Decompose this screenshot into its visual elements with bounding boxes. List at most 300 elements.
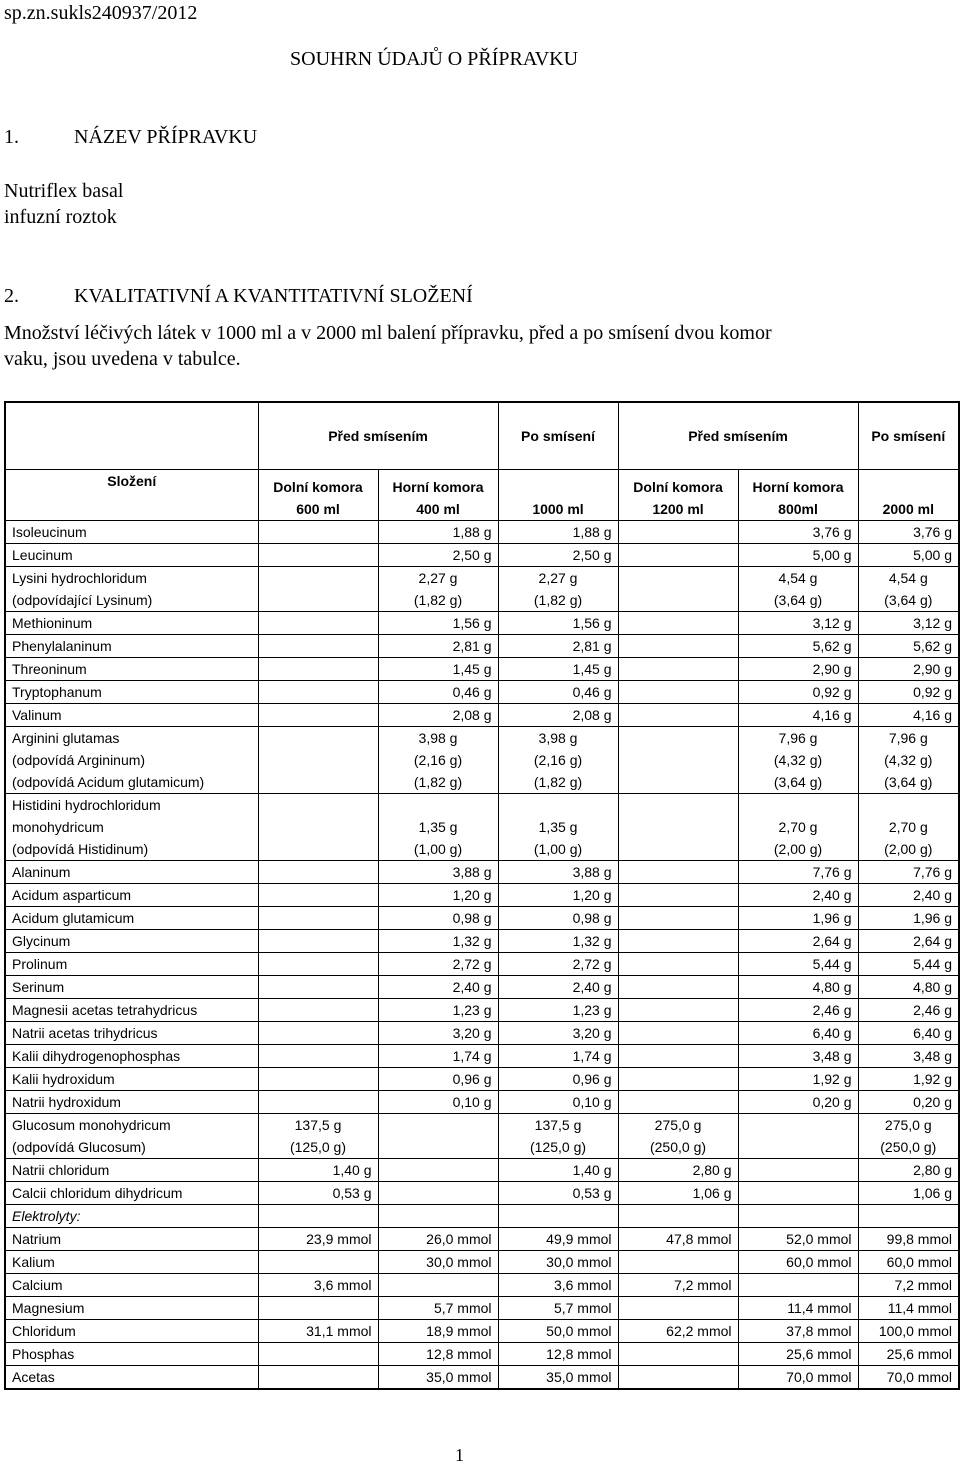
amount-cell — [498, 1068, 618, 1091]
table-row — [5, 1205, 959, 1228]
amount-cell — [498, 999, 618, 1022]
amount-cell — [858, 1205, 959, 1228]
amount-cell — [738, 930, 858, 953]
amount-cell — [618, 1182, 738, 1205]
table-row — [5, 794, 959, 861]
amount-value: 137,5 g — [534, 1117, 582, 1133]
amount-cell — [258, 953, 378, 976]
amount-cell — [738, 1205, 858, 1228]
amount-cell — [618, 704, 738, 727]
amount-value: 26,0 mmol — [426, 1231, 492, 1247]
amount-cell — [738, 1228, 858, 1251]
amount-cell — [858, 567, 959, 612]
amount-cell — [738, 681, 858, 704]
amount-value: 3,88 g — [572, 864, 612, 880]
amount-value: 1,32 g — [572, 933, 612, 949]
amount-value: 2,40 g — [913, 887, 953, 903]
header-line: Horní komora — [752, 479, 844, 495]
amount-cell — [258, 884, 378, 907]
amount-value: 70,0 mmol — [886, 1369, 953, 1385]
ingredient-name-cell — [5, 1159, 258, 1182]
section-2-heading — [4, 285, 473, 308]
amount-cell — [378, 1045, 498, 1068]
amount-cell — [618, 1343, 738, 1366]
table-row — [5, 907, 959, 930]
amount-cell — [258, 544, 378, 567]
ingredient-name: (odpovídající Lysinum) — [12, 592, 153, 608]
amount-value: (1,82 g) — [413, 774, 463, 790]
amount-cell — [498, 658, 618, 681]
amount-value: 2,70 g — [888, 819, 928, 835]
amount-value: 6,40 g — [913, 1025, 953, 1041]
amount-value: 2,46 g — [812, 1002, 852, 1018]
amount-value — [265, 1022, 372, 1044]
ingredient-name-cell — [5, 567, 258, 612]
amount-value: 1,20 g — [572, 887, 612, 903]
amount-value: 275,0 g — [654, 1117, 702, 1133]
ingredient-name: Leucinum — [12, 547, 73, 563]
ingredient-name-cell — [5, 953, 258, 976]
amount-cell — [498, 930, 618, 953]
amount-value — [265, 861, 372, 883]
amount-value: 1,92 g — [812, 1071, 852, 1087]
amount-value — [625, 1022, 732, 1044]
header-line: Dolní komora — [273, 479, 363, 495]
header-line: 1000 ml — [532, 501, 584, 517]
amount-cell — [498, 544, 618, 567]
table-row — [5, 1159, 959, 1182]
amount-value — [505, 794, 612, 816]
amount-cell — [258, 1159, 378, 1182]
amount-value: 4,80 g — [913, 979, 953, 995]
header-line: 800ml — [778, 501, 818, 517]
document-reference: sp.zn.sukls240937/2012 — [4, 2, 198, 24]
amount-cell — [498, 704, 618, 727]
amount-value: 52,0 mmol — [786, 1231, 852, 1247]
header-line: 600 ml — [296, 501, 340, 517]
amount-cell — [738, 1022, 858, 1045]
amount-value: 1,96 g — [812, 910, 852, 926]
amount-value: 11,4 mmol — [887, 1300, 953, 1316]
amount-cell — [378, 1091, 498, 1114]
amount-value: 25,6 mmol — [786, 1346, 852, 1362]
amount-value: 5,7 mmol — [553, 1300, 612, 1316]
amount-value: 3,76 g — [812, 524, 852, 540]
ingredient-name: Lysini hydrochloridum — [12, 570, 147, 586]
amount-cell — [858, 1045, 959, 1068]
amount-cell — [738, 884, 858, 907]
amount-cell — [858, 681, 959, 704]
amount-value: 0,98 g — [452, 910, 492, 926]
table-row — [5, 635, 959, 658]
amount-value: 1,40 g — [572, 1162, 612, 1178]
amount-cell — [378, 1022, 498, 1045]
amount-value — [625, 861, 732, 883]
header-line: Složení — [107, 473, 157, 489]
amount-cell — [858, 930, 959, 953]
amount-value: 4,80 g — [812, 979, 852, 995]
amount-cell — [618, 658, 738, 681]
amount-cell — [498, 1114, 618, 1159]
amount-value — [265, 1297, 372, 1319]
ingredient-name: Threoninum — [12, 661, 87, 677]
ingredient-name-cell — [5, 612, 258, 635]
amount-value — [625, 658, 732, 680]
amount-value: 0,92 g — [812, 684, 852, 700]
amount-value — [265, 749, 372, 771]
amount-value: 7,2 mmol — [673, 1277, 732, 1293]
amount-cell — [378, 976, 498, 999]
amount-cell — [378, 521, 498, 544]
amount-cell — [258, 658, 378, 681]
table-row — [5, 658, 959, 681]
amount-cell — [258, 1320, 378, 1343]
document-title: SOUHRN ÚDAJŮ O PŘÍPRAVKU — [290, 48, 579, 70]
amount-cell — [858, 1022, 959, 1045]
amount-value: 60,0 mmol — [786, 1254, 852, 1270]
amount-cell — [618, 1251, 738, 1274]
amount-value: 0,92 g — [913, 684, 953, 700]
amount-cell — [258, 1251, 378, 1274]
ingredient-name: Natrii hydroxidum — [12, 1094, 121, 1110]
ingredient-name: Natrium — [12, 1231, 62, 1247]
amount-value: 37,8 mmol — [786, 1323, 852, 1339]
amount-value: 2,40 g — [812, 887, 852, 903]
ingredient-name: Chloridum — [12, 1323, 76, 1339]
amount-cell — [258, 976, 378, 999]
ingredient-name: Magnesii acetas tetrahydricus — [12, 1002, 198, 1018]
amount-cell — [378, 1114, 498, 1159]
amount-value: 1,23 g — [572, 1002, 612, 1018]
amount-cell — [378, 861, 498, 884]
table-group-header: Před smísením — [258, 402, 498, 470]
amount-value: 2,64 g — [913, 933, 953, 949]
table-row — [5, 930, 959, 953]
amount-cell — [858, 1297, 959, 1320]
table-row — [5, 681, 959, 704]
amount-value: 275,0 g — [884, 1117, 932, 1133]
amount-value: 3,20 g — [452, 1025, 492, 1041]
table-row — [5, 704, 959, 727]
amount-cell — [738, 1320, 858, 1343]
section-title: NÁZEV PŘÍPRAVKU — [74, 126, 258, 148]
ingredient-name-cell — [5, 1045, 258, 1068]
amount-value: 3,98 g — [418, 730, 458, 746]
amount-value: 2,08 g — [452, 707, 492, 723]
amount-value: 1,32 g — [452, 933, 492, 949]
amount-value: (1,82 g) — [413, 592, 463, 608]
amount-value: 7,96 g — [778, 730, 818, 746]
amount-cell — [258, 681, 378, 704]
amount-cell — [738, 1091, 858, 1114]
amount-cell — [618, 1045, 738, 1068]
table-group-header-row — [5, 402, 959, 470]
ingredient-name-cell — [5, 999, 258, 1022]
ingredient-name-cell — [5, 1114, 258, 1159]
amount-cell — [738, 1114, 858, 1159]
amount-cell — [378, 999, 498, 1022]
amount-value — [865, 794, 953, 816]
ingredient-name: monohydricum — [12, 819, 104, 835]
amount-value — [625, 1251, 732, 1273]
amount-cell — [858, 884, 959, 907]
amount-value — [265, 681, 372, 703]
amount-value — [265, 1366, 372, 1388]
amount-value: 2,46 g — [913, 1002, 953, 1018]
amount-value: 5,62 g — [812, 638, 852, 654]
ingredient-name: Prolinum — [12, 956, 68, 972]
amount-value: 2,64 g — [812, 933, 852, 949]
amount-cell — [738, 1274, 858, 1297]
amount-value: 1,88 g — [452, 524, 492, 540]
amount-value — [625, 749, 732, 771]
amount-value: 2,08 g — [572, 707, 612, 723]
amount-value: 2,40 g — [452, 979, 492, 995]
amount-cell — [738, 976, 858, 999]
amount-cell — [258, 1366, 378, 1390]
amount-cell — [378, 727, 498, 794]
table-column-header — [378, 470, 498, 521]
amount-value: (4,32 g) — [884, 752, 933, 768]
ingredient-name: Serinum — [12, 979, 65, 995]
amount-value: 5,00 g — [913, 547, 953, 563]
amount-value — [265, 907, 372, 929]
amount-value: 0,46 g — [452, 684, 492, 700]
amount-cell — [258, 1228, 378, 1251]
ingredient-name: Calcium — [12, 1277, 63, 1293]
amount-value: 12,8 mmol — [426, 1346, 492, 1362]
ingredient-name-cell — [5, 907, 258, 930]
amount-value — [625, 976, 732, 998]
ingredient-name: Kalii hydroxidum — [12, 1071, 115, 1087]
amount-cell — [378, 1366, 498, 1390]
ingredient-name: Tryptophanum — [12, 684, 102, 700]
amount-value — [745, 1274, 852, 1296]
amount-value: 1,45 g — [572, 661, 612, 677]
ingredient-name: Acidum asparticum — [12, 887, 132, 903]
amount-value: 2,50 g — [572, 547, 612, 563]
amount-value: 2,72 g — [572, 956, 612, 972]
amount-value — [625, 1366, 732, 1388]
table-row — [5, 884, 959, 907]
amount-cell — [618, 884, 738, 907]
amount-cell — [378, 1297, 498, 1320]
amount-value: 0,10 g — [572, 1094, 612, 1110]
amount-cell — [498, 1320, 618, 1343]
amount-cell — [378, 635, 498, 658]
amount-cell — [618, 567, 738, 612]
amount-cell — [498, 1022, 618, 1045]
amount-value: 1,74 g — [572, 1048, 612, 1064]
amount-value — [625, 544, 732, 566]
table-row — [5, 1343, 959, 1366]
amount-value: 49,9 mmol — [546, 1231, 612, 1247]
amount-cell — [858, 1114, 959, 1159]
amount-cell — [498, 1228, 618, 1251]
amount-value: 31,1 mmol — [306, 1323, 372, 1339]
amount-value: 3,76 g — [913, 524, 953, 540]
amount-value: 1,06 g — [692, 1185, 732, 1201]
amount-cell — [858, 635, 959, 658]
amount-value: 0,96 g — [452, 1071, 492, 1087]
amount-value: (250,0 g) — [880, 1139, 937, 1155]
amount-value — [625, 1297, 732, 1319]
table-row — [5, 1320, 959, 1343]
table-row — [5, 521, 959, 544]
amount-cell — [378, 953, 498, 976]
amount-value: (3,64 g) — [773, 592, 823, 608]
table-row — [5, 1366, 959, 1390]
table-group-header: Po smísení — [858, 402, 959, 470]
amount-value — [625, 930, 732, 952]
amount-cell — [618, 1228, 738, 1251]
amount-cell — [378, 884, 498, 907]
amount-cell — [618, 999, 738, 1022]
amount-value: (2,00 g) — [884, 841, 933, 857]
amount-value: (4,32 g) — [773, 752, 823, 768]
amount-value: 0,20 g — [913, 1094, 953, 1110]
ingredient-name-cell — [5, 704, 258, 727]
amount-cell — [858, 1182, 959, 1205]
ingredient-name-cell — [5, 1274, 258, 1297]
ingredient-name-cell — [5, 521, 258, 544]
amount-cell — [618, 1022, 738, 1045]
amount-cell — [858, 1251, 959, 1274]
amount-value — [265, 976, 372, 998]
table-row — [5, 976, 959, 999]
amount-cell — [738, 1045, 858, 1068]
amount-cell — [738, 1159, 858, 1182]
amount-value: 2,40 g — [572, 979, 612, 995]
amount-cell — [258, 794, 378, 861]
amount-value — [265, 521, 372, 543]
amount-cell — [498, 1091, 618, 1114]
amount-value: (125,0 g) — [529, 1139, 587, 1155]
amount-value: 62,2 mmol — [666, 1323, 732, 1339]
ingredient-name: Arginini glutamas — [12, 730, 120, 746]
table-column-header — [5, 470, 258, 521]
amount-cell — [738, 544, 858, 567]
ingredient-name: Phenylalaninum — [12, 638, 112, 654]
amount-value: 7,76 g — [913, 864, 953, 880]
amount-value — [265, 953, 372, 975]
amount-value: 3,6 mmol — [553, 1277, 612, 1293]
amount-value: 2,50 g — [452, 547, 492, 563]
amount-value: 1,40 g — [332, 1162, 372, 1178]
amount-cell — [498, 1366, 618, 1390]
amount-value — [385, 1182, 492, 1204]
ingredient-name: Phosphas — [12, 1346, 75, 1362]
amount-value — [265, 1251, 372, 1273]
ingredient-name-cell — [5, 1182, 258, 1205]
amount-value: 12,8 mmol — [546, 1346, 612, 1362]
ingredient-name-cell — [5, 1022, 258, 1045]
amount-value: 18,9 mmol — [426, 1323, 492, 1339]
amount-cell — [858, 521, 959, 544]
amount-cell — [498, 681, 618, 704]
amount-cell — [378, 907, 498, 930]
table-row — [5, 612, 959, 635]
amount-value — [265, 635, 372, 657]
amount-value — [625, 907, 732, 929]
amount-cell — [858, 544, 959, 567]
amount-cell — [858, 1274, 959, 1297]
ingredient-name-cell — [5, 1320, 258, 1343]
amount-value — [265, 578, 372, 600]
amount-cell — [738, 999, 858, 1022]
amount-cell — [618, 635, 738, 658]
amount-cell — [258, 1274, 378, 1297]
amount-value — [385, 1274, 492, 1296]
amount-value: 2,80 g — [913, 1162, 953, 1178]
product-form: infuzní roztok — [4, 206, 117, 228]
amount-cell — [258, 1343, 378, 1366]
amount-value: 3,12 g — [913, 615, 953, 631]
amount-cell — [498, 1251, 618, 1274]
amount-cell — [738, 635, 858, 658]
amount-cell — [858, 727, 959, 794]
ingredient-name: (odpovídá Glucosum) — [12, 1139, 146, 1155]
ingredient-name-cell — [5, 1091, 258, 1114]
amount-value: (2,16 g) — [533, 752, 583, 768]
amount-cell — [378, 1343, 498, 1366]
ingredient-name-cell — [5, 1297, 258, 1320]
table-row — [5, 567, 959, 612]
amount-cell — [738, 953, 858, 976]
amount-value: 6,40 g — [812, 1025, 852, 1041]
amount-cell — [618, 612, 738, 635]
amount-value: (2,16 g) — [413, 752, 463, 768]
amount-value: 3,6 mmol — [313, 1277, 372, 1293]
amount-cell — [738, 704, 858, 727]
table-row — [5, 1114, 959, 1159]
amount-cell — [258, 1182, 378, 1205]
amount-cell — [738, 1182, 858, 1205]
table-row — [5, 999, 959, 1022]
amount-value — [265, 930, 372, 952]
amount-value — [505, 1205, 612, 1227]
amount-cell — [618, 1297, 738, 1320]
amount-cell — [378, 704, 498, 727]
amount-value — [265, 1068, 372, 1090]
amount-cell — [858, 907, 959, 930]
amount-cell — [258, 635, 378, 658]
ingredient-name: Alaninum — [12, 864, 71, 880]
amount-cell — [618, 727, 738, 794]
amount-value: 4,54 g — [778, 570, 818, 586]
amount-cell — [618, 1091, 738, 1114]
amount-cell — [498, 976, 618, 999]
ingredient-name-cell — [5, 1068, 258, 1091]
amount-cell — [378, 612, 498, 635]
amount-value: 0,96 g — [572, 1071, 612, 1087]
table-row — [5, 1091, 959, 1114]
amount-value — [625, 1205, 732, 1227]
amount-value — [625, 1343, 732, 1365]
amount-cell — [738, 612, 858, 635]
amount-cell — [498, 794, 618, 861]
amount-value: 100,0 mmol — [878, 1323, 953, 1339]
amount-value: 137,5 g — [294, 1117, 342, 1133]
amount-value: 3,20 g — [572, 1025, 612, 1041]
amount-cell — [378, 1251, 498, 1274]
amount-value: 4,16 g — [913, 707, 953, 723]
amount-cell — [618, 1068, 738, 1091]
amount-value: 4,54 g — [888, 570, 928, 586]
amount-value: 7,96 g — [888, 730, 928, 746]
amount-value: 1,35 g — [538, 819, 578, 835]
amount-cell — [858, 953, 959, 976]
